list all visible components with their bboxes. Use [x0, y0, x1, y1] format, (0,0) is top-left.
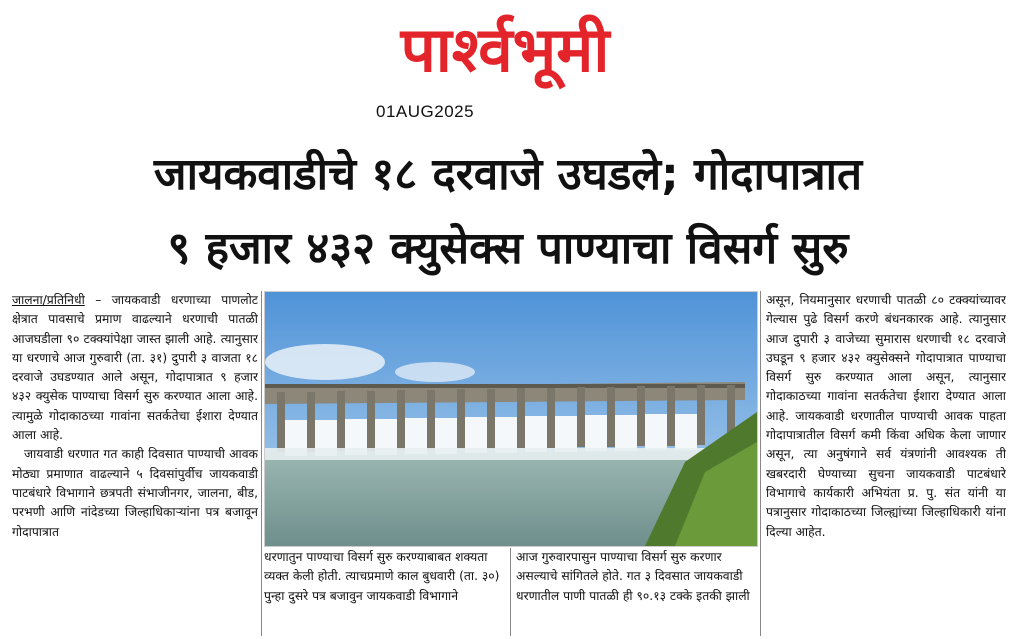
photo-caption-right: आज गुरुवारपासुन पाण्याचा विसर्ग सुरु करणार असल्याचे सांगितले होते. गत ३ दिवसात जायकवाडी धरणातील पाणी पातळी ही ९०.१३ टक्के इतकी झाली	[516, 550, 750, 603]
column-1-paragraph-1: – जायकवाडी धरणाच्या पाणलोट क्षेत्रात पावसाचे प्रमाण वाढल्याने धरणाची पातळी आजघडीला ९० टक्क्यांपेक्षा जास्त झाली आहे. त्यानुसार या धरणाचे आज गुरुवारी (ता. ३१) दुपारी ३ वाजता १८ दरवाजे उघडण्यात आले असून, गोदापात्रात ९ हजार ४३२ क्युसेक पाण्याचा विसर्ग सुरु करण्यात आला आहे. त्यामुळे गोदाकाठच्या गावांना सतर्कतेचा ईशारा देण्यात आला आहे.	[12, 293, 258, 443]
article-column-1	[12, 291, 258, 636]
article-headline	[6, 138, 1010, 286]
column-3-paragraph: असून, नियमानुसार धरणाची पातळी ८० टक्क्यांच्यावर गेल्यास पुढे विसर्ग करणे बंधनकारक आहे. त्यानुसार आज दुपारी ३ वाजेच्या सुमारास धरणाची १८ दरवाजे उघडून ९ हजार ४३२ क्युसेक्सने गोदापात्रात पाण्याचा विसर्ग सुरु करण्यात आला असून, त्यानुसार गोदाकाठच्या गावांना सतर्कतेचा ईशारा देण्यात आला आहे. जायकवाडी धरणातील पाण्याची आवक पाहता गोदापात्रातील विसर्ग कमी किंवा अधिक केला जाणार असून, त्या अनुषंगाने सर्व यंत्रणांनी आवश्यक ती खबरदारी घेण्याच्या सुचना जायकवाडी पाटबंधारे विभागाचे कार्यकारी अभियंता प्र. पु. संत यांनी या पत्रानुसार गोदाकाठच्या जिल्ह्यांच्या जिल्हाधिकारी यांना दिल्या आहेत.	[766, 293, 1006, 539]
publication-date: 01AUG2025	[376, 102, 475, 121]
column-divider	[261, 291, 262, 636]
newspaper-masthead: पार्श्वभूमी	[400, 13, 610, 86]
column-divider	[760, 291, 761, 636]
dam-photo	[264, 291, 758, 547]
column-1-paragraph-2: जायवाडी धरणात गत काही दिवसात पाण्याची आवक मोठ्या प्रमाणात वाढल्याने ५ दिवसांपुर्वीच जायकवाडी पाटबंधारे विभागाने छत्रपती संभाजीनगर, जालना, बीड, परभणी आणि नांदेडच्या जिल्हाधिकाऱ्यांना पत्र बजावून गोदापात्रात	[12, 447, 258, 539]
column-divider	[510, 548, 511, 636]
headline-line-1: जायकवाडीचे १८ दरवाजे उघडले; गोदापात्रात	[153, 149, 863, 200]
article-byline: जालना/प्रतिनिधी	[12, 293, 85, 307]
headline-line-2: ९ हजार ४३२ क्युसेक्स पाण्याचा विसर्ग सुरु	[167, 223, 849, 274]
photo-caption-left: धरणातुन पाण्याचा विसर्ग सुरु करण्याबाबत शक्यता व्यक्त केली होती. त्याचप्रमाणे काल बुधवारी (ता. ३०) पुन्हा दुसरे पत्र बजावुन जायकवाडी विभागाने	[264, 550, 500, 603]
article-column-3	[766, 291, 1006, 636]
